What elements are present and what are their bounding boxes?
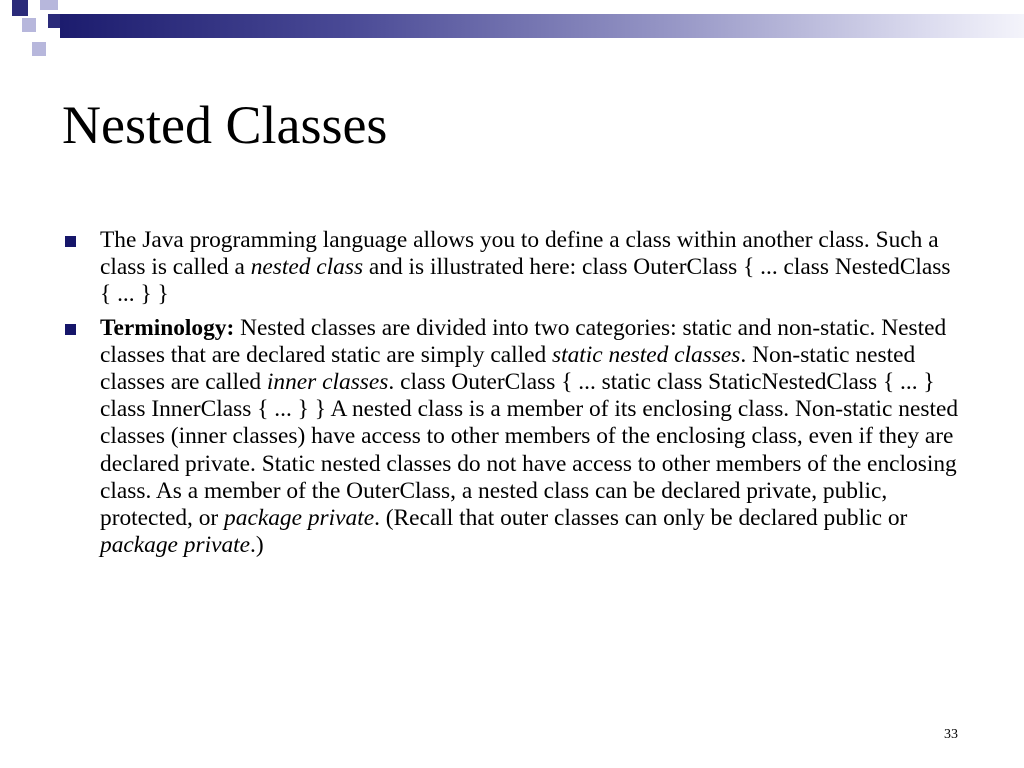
decorative-square xyxy=(48,14,60,28)
text-run: . Non-static nested classes are called xyxy=(100,341,916,396)
square-bullet-icon xyxy=(65,324,76,335)
bullet-list xyxy=(64,227,964,565)
italic-term: static nested classes xyxy=(552,341,741,368)
header-gradient-bar xyxy=(60,14,1024,38)
text-run: . (Recall that outer classes can only be declared public or xyxy=(374,505,908,532)
text-run: The Java programming language allows you to define a class within another class. Such a class is called a xyxy=(100,227,939,281)
bold-term: Terminology: xyxy=(100,314,235,341)
italic-term: inner classes xyxy=(266,369,389,396)
square-bullet-icon xyxy=(65,236,76,247)
decorative-square xyxy=(22,18,36,32)
decorative-square xyxy=(32,42,46,56)
italic-term: package private xyxy=(224,505,375,532)
text-run: Nested classes are divided into two categories: static and non-static. Nested classes that are declared static are simply called xyxy=(100,314,947,368)
decorative-square xyxy=(40,0,58,10)
slide-title: Nested Classes xyxy=(62,95,388,155)
bullet-item xyxy=(64,315,964,560)
bullet-text xyxy=(100,227,951,307)
text-run: .) xyxy=(250,532,264,559)
bullet-item xyxy=(64,227,964,309)
italic-term: package private xyxy=(100,532,251,559)
italic-term: nested class xyxy=(250,254,364,281)
decorative-square xyxy=(12,0,28,16)
bullet-text xyxy=(100,315,958,559)
text-run: and is illustrated here: class OuterClass { ... class NestedClass { ... } } xyxy=(100,254,951,308)
page-number: 33 xyxy=(944,727,958,742)
text-run: . class OuterClass { ... static class StaticNestedClass { ... } class InnerClass { ... } } A nested class is a member of its enclosing class. Non-static nested classes (inner classes) have access to other members of the enclosing class, even if they are declared private. Static nested classes do not have access to other members of the enclosing class. As a member of the OuterClass, a nested class can be declared private, public, protected, or xyxy=(100,369,959,532)
